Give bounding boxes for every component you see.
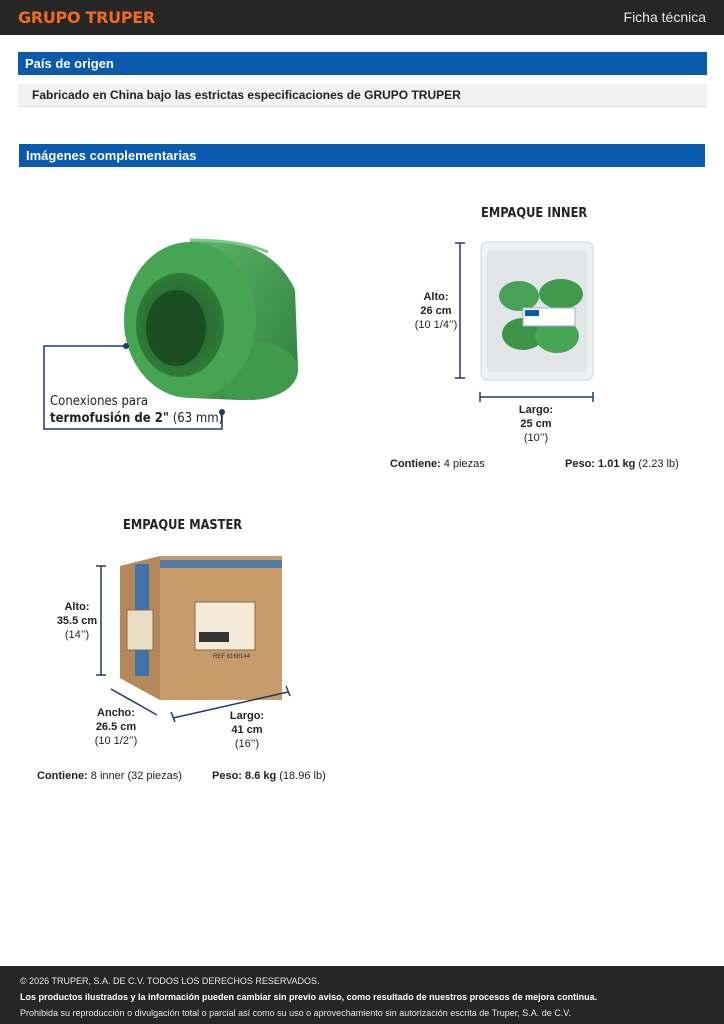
- footer: [0, 966, 724, 1024]
- master-box-code: REF 8168144: [213, 654, 251, 660]
- master-contiene: Contiene: 8 inner (32 piezas): [37, 770, 182, 782]
- callout-size-bold: termofusión de 2": [50, 411, 169, 426]
- inner-largo: Largo: 25 cm (10’’): [518, 404, 554, 444]
- master-ancho: Ancho: 26.5 cm (10 1/2’’): [94, 707, 138, 747]
- master-alto: Alto: 35.5 cm (14’’): [56, 601, 98, 641]
- callout-line1: Conexiones para: [50, 394, 149, 409]
- master-peso: Peso: 8.6 kg (18.96 lb): [212, 770, 326, 782]
- callout-size-mm: (63 mm): [168, 411, 224, 426]
- inner-package-image: [453, 236, 603, 406]
- header-bar: [0, 0, 724, 35]
- brand-logo: GRUPO TRUPER: [18, 8, 155, 27]
- inner-package-title: EMPAQUE INNER: [481, 206, 588, 221]
- inner-alto: Alto: 26 cm (10 1/4’’): [414, 291, 458, 331]
- inner-peso: Peso: 1.01 kg (2.23 lb): [565, 458, 679, 470]
- master-box-image: [95, 550, 295, 725]
- master-package-title: EMPAQUE MASTER: [123, 518, 243, 533]
- footer-copyright: © 2026 TRUPER, S.A. DE C.V. TODOS LOS DERECHOS RESERVADOS.: [20, 976, 320, 986]
- footer-notice: Los productos ilustrados y la información pueden cambiar sin previo aviso, como resultado de nuestros procesos de mejora continua.: [20, 992, 598, 1002]
- origin-text: Fabricado en China bajo las estrictas especificaciones de GRUPO TRUPER: [18, 84, 707, 107]
- origin-section-title: País de origen: [18, 52, 707, 75]
- product-callout-text: [50, 393, 223, 427]
- master-largo: Largo: 41 cm (16’’): [229, 710, 265, 750]
- images-section-title: Imágenes complementarias: [19, 144, 705, 167]
- inner-contiene: Contiene: 4 piezas: [390, 458, 485, 470]
- document-type: Ficha técnica: [623, 9, 706, 25]
- footer-legal: Prohibida su reproducción o divulgación total o parcial así como su uso o aprovechamiento sin autorización escrita de Truper, S.A. de C.V.: [20, 1008, 571, 1018]
